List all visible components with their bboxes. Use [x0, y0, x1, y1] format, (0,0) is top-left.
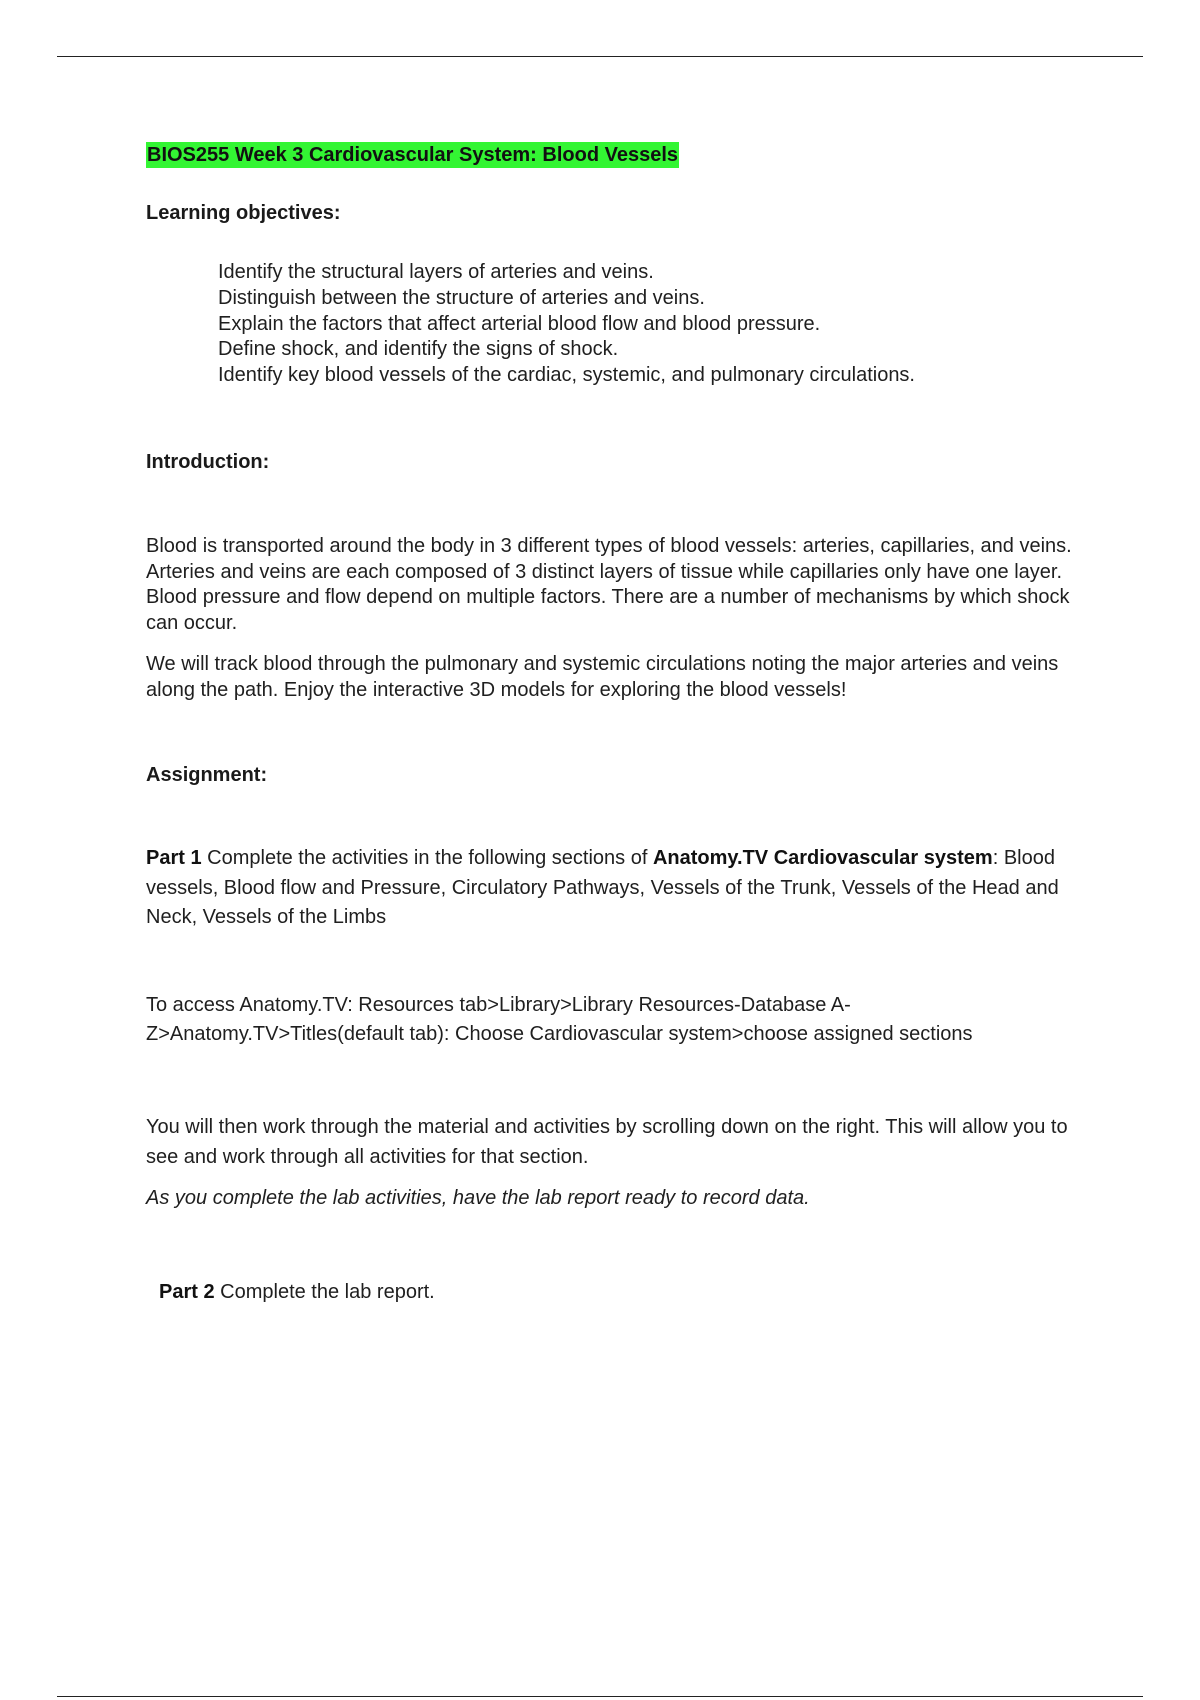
document-body — [146, 142, 1092, 1303]
list-item — [182, 337, 915, 363]
list-item — [182, 312, 915, 338]
part2-text: Complete the lab report. — [214, 1281, 435, 1303]
objective-text: Distinguish between the structure of arteries and veins. — [218, 286, 705, 309]
part1-paragraph — [146, 844, 1092, 933]
objective-text: Define shock, and identify the signs of shock. — [218, 338, 619, 361]
introduction-paragraph-2: We will track blood through the pulmonary and systemic circulations noting the major arteries and veins along the path. Enjoy the interactive 3D models for exploring the blood vessels! — [146, 653, 1059, 701]
list-item — [182, 260, 915, 286]
part1-text-after: : Blood vessels, Blood flow and Pressure, Circulatory Pathways, Vessels of the Trunk, Vessels of the Head and Neck, Vessels of the Limbs — [146, 847, 1059, 928]
objective-text: Identify key blood vessels of the cardiac, systemic, and pulmonary circulations. — [218, 364, 915, 387]
header-rule — [57, 56, 1143, 57]
anatomy-tv-name: Anatomy.TV Cardiovascular system — [652, 847, 993, 869]
objective-text: Identify the structural layers of arteries and veins. — [218, 261, 654, 283]
part2-paragraph — [159, 1280, 1105, 1306]
document-title: BIOS255 Week 3 Cardiovascular System: Blood Vessels — [147, 144, 678, 166]
list-item — [182, 363, 915, 389]
assignment-heading: Assignment: — [146, 764, 268, 786]
introduction-paragraph-1: Blood is transported around the body in 3 different types of blood vessels: arteries, capillaries, and veins. Arteries and veins are each composed of 3 distinct layers of tissue while capillaries only have one layer. Blood pressure and flow depend on multiple factors. There are a number of mechanisms by which shock can occur. — [146, 535, 1072, 634]
part1-text-before: Complete the activities in the following sections of — [201, 847, 653, 869]
introduction-heading: Introduction: — [146, 451, 270, 473]
learning-objectives-heading: Learning objectives: — [146, 202, 341, 224]
footer-rule — [57, 1696, 1143, 1697]
list-item — [182, 286, 915, 312]
part2-label: Part 2 — [159, 1281, 215, 1303]
work-instructions: You will then work through the material and activities by scrolling down on the right. This will allow you to see and work through all activities for that section. — [146, 1116, 1068, 1168]
objectives-list — [182, 260, 915, 389]
lab-report-note: As you complete the lab activities, have the lab report ready to record data. — [146, 1187, 810, 1209]
objective-text: Explain the factors that affect arterial blood flow and blood pressure. — [218, 312, 821, 335]
access-instructions: To access Anatomy.TV: Resources tab>Library>Library Resources-Database A-Z>Anatomy.TV>Titles(default tab): Choose Cardiovascular system>choose assigned sections — [146, 994, 973, 1045]
part1-label: Part 1 — [146, 847, 202, 869]
